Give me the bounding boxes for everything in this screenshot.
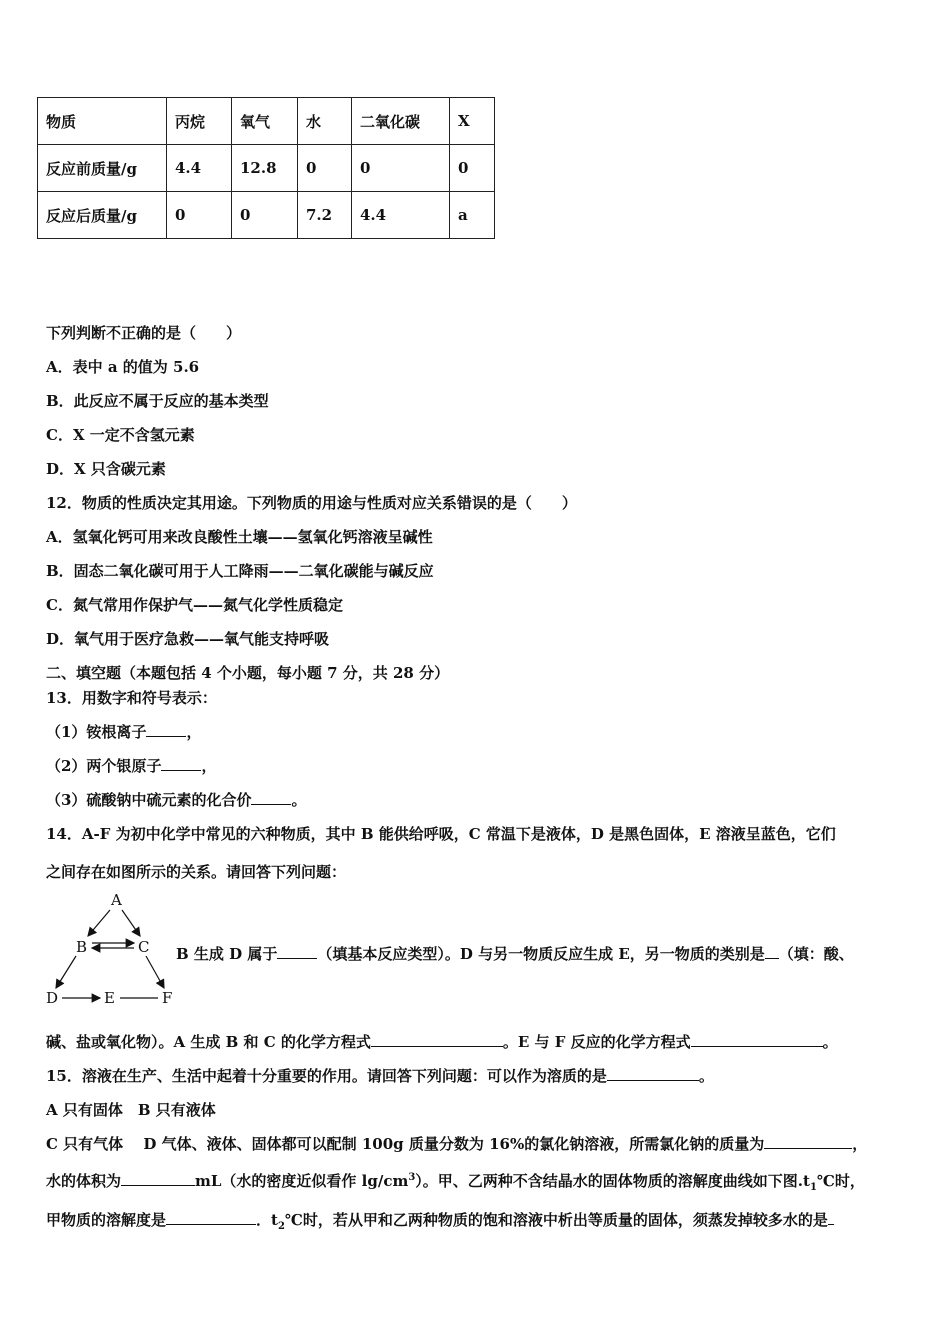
table-cell: 反应前质量/g [38,145,167,192]
q15-line-4 [46,1170,865,1193]
answer-blank[interactable] [691,1032,823,1047]
q15-text: ）。甲、乙两种不含结晶水的固体物质的溶解度曲线如下图.t [415,1172,810,1190]
q15-text: ．t [256,1211,278,1229]
table-row [38,145,495,192]
node-f: F [162,989,173,1007]
q12-stem: 12．物质的性质决定其用途。下列物质的用途与性质对应关系错误的是（ ） [46,494,577,512]
q12-option-b: B．固态二氧化碳可用于人工降雨——二氧化碳能与碱反应 [46,562,434,580]
q14-line-4 [46,1031,838,1052]
punctuation: 。 [698,1067,714,1085]
answer-blank[interactable] [277,944,317,959]
arrow-c-f [146,956,164,988]
q15-text: mL（水的密度近似看作 lg/cm [195,1172,409,1190]
q13-part-1-text: （1）铵根离子 [46,723,147,741]
node-a: A [111,891,122,909]
q12-option-c: C．氮气常用作保护气——氮气化学性质稳定 [46,596,343,614]
q11-stem: 下列判断不正确的是（ ） [46,324,242,342]
q14-text: （填：酸、 [778,945,854,963]
q15-line-2: A 只有固体 B 只有液体 [46,1101,216,1119]
q12-option-d: D．氧气用于医疗急救——氧气能支持呼吸 [46,630,330,648]
punctuation: ， [186,723,202,741]
punctuation: 。 [291,791,307,809]
superscript: 3 [408,1172,416,1183]
node-c: C [138,938,150,956]
q15-text: C 只有气体 D 气体、液体、固体都可以配制 100g 质量分数为 16%的氯化钠溶液，所需氯化钠的质量为 [46,1135,765,1153]
node-d: D [46,989,59,1007]
table-row [38,192,495,239]
q14-text: 。E 与 F 反应的化学方程式 [502,1033,691,1051]
table-cell: 0 [450,145,495,192]
answer-blank[interactable] [146,722,186,737]
table-cell: 水 [298,98,352,145]
q12-option-a: A．氢氧化钙可用来改良酸性土壤——氢氧化钙溶液呈碱性 [46,528,433,546]
table-cell: 0 [232,192,298,239]
q15-text: 15．溶液在生产、生活中起着十分重要的作用。请回答下列问题：可以作为溶质的是 [46,1067,607,1085]
table-cell: 4.4 [167,145,232,192]
q15-text: ℃时， [816,1172,865,1190]
q15-text: 甲物质的溶解度是 [46,1211,167,1229]
arrow-a-c [122,910,140,936]
q14-line-2: 之间存在如图所示的关系。请回答下列问题： [46,863,347,881]
table-header-row [38,98,495,145]
q13-part-3 [46,789,306,810]
q13-part-2 [46,755,216,776]
q11-option-b: B．此反应不属于反应的基本类型 [46,392,269,410]
q13-part-2-text: （2）两个银原子 [46,757,162,775]
table-cell: a [450,192,495,239]
answer-blank[interactable] [166,1210,256,1225]
punctuation: ， [852,1135,868,1153]
q11-option-a: A．表中 a 的值为 5.6 [46,358,200,376]
answer-blank[interactable] [161,756,201,771]
q15-line-1 [46,1065,714,1086]
q15-line-3 [46,1133,867,1154]
arrow-a-b [88,910,110,936]
answer-blank[interactable] [607,1066,699,1081]
table-cell: 氧气 [232,98,298,145]
answer-blank[interactable] [765,944,779,959]
q11-option-d: D．X 只含碳元素 [46,460,166,478]
table-cell: 7.2 [298,192,352,239]
node-e: E [104,989,115,1007]
table-cell: 0 [167,192,232,239]
q14-text: B 生成 D 属于 [176,945,278,963]
answer-blank[interactable] [121,1171,195,1186]
table-cell: 物质 [38,98,167,145]
subscript: 1 [809,1182,817,1193]
arrow-b-d [56,956,76,988]
node-b: B [76,938,88,956]
relationship-diagram [40,890,180,1015]
q14-text: （填基本反应类型）。D 与另一物质反应生成 E，另一物质的类别是 [317,945,765,963]
q15-text: ℃时，若从甲和乙两种物质的饱和溶液中析出等质量的固体，须蒸发掉较多水的是 [284,1211,828,1229]
answer-blank[interactable] [251,790,291,805]
table-cell: 反应后质量/g [38,192,167,239]
table-cell: X [450,98,495,145]
table-cell: 二氧化碳 [352,98,450,145]
reaction-data-table [37,97,495,239]
table-cell: 12.8 [232,145,298,192]
punctuation: ， [201,757,217,775]
table-cell: 丙烷 [167,98,232,145]
q11-option-c: C．X 一定不含氢元素 [46,426,195,444]
answer-blank[interactable] [764,1134,852,1149]
answer-blank[interactable] [371,1032,503,1047]
q13-part-3-text: （3）硫酸钠中硫元素的化合价 [46,791,252,809]
table-cell: 0 [298,145,352,192]
answer-blank[interactable] [828,1210,834,1225]
q15-text: 水的体积为 [46,1172,122,1190]
table-cell: 0 [352,145,450,192]
q15-line-5 [46,1209,834,1232]
q13-part-1 [46,721,201,742]
q14-text: 碱、盐或氧化物）。A 生成 B 和 C 的化学方程式 [46,1033,371,1051]
table-cell: 4.4 [352,192,450,239]
punctuation: 。 [822,1033,838,1051]
q14-line-3 [176,943,854,964]
subscript: 2 [277,1221,285,1232]
q13-stem: 13．用数字和符号表示： [46,689,217,707]
q14-line-1: 14．A-F 为初中化学中常见的六种物质，其中 B 能供给呼吸，C 常温下是液体，D 是黑色固体，E 溶液呈蓝色，它们 [46,825,836,843]
section-heading: 二、填空题（本题包括 4 个小题，每小题 7 分，共 28 分） [46,664,450,682]
